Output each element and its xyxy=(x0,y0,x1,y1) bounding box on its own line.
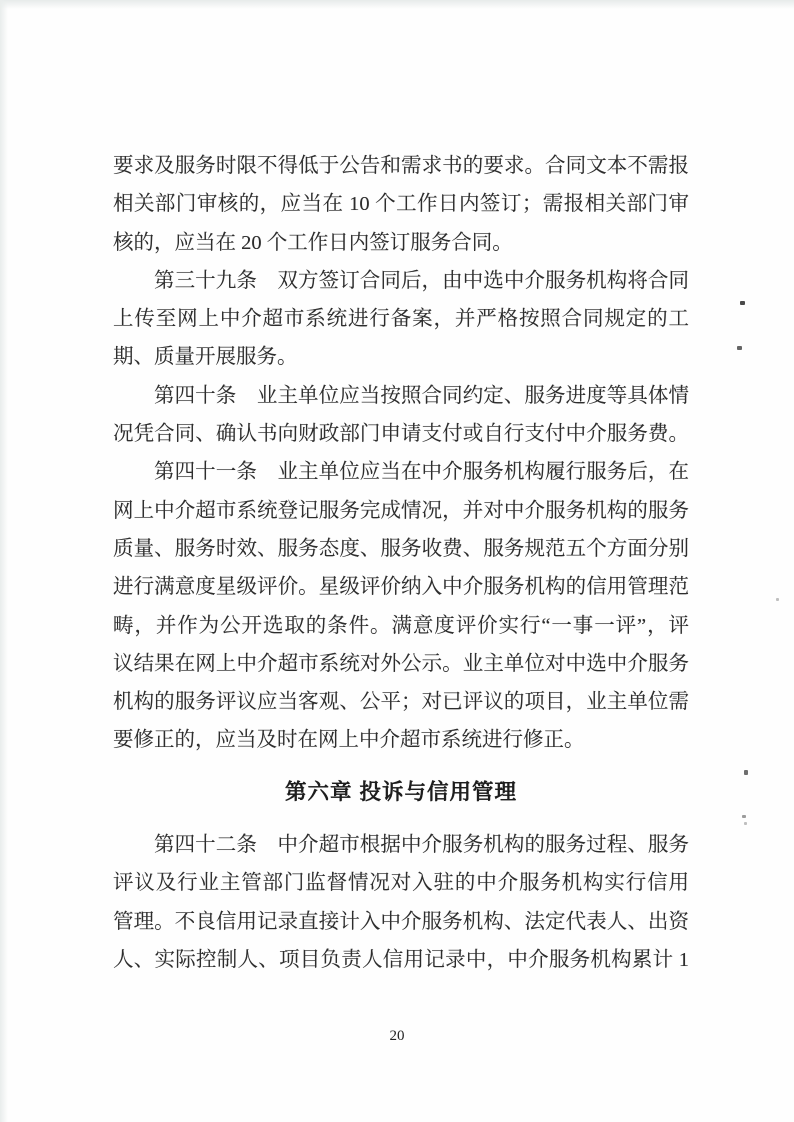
text-line: 进行满意度星级评价。星级评价纳入中介服务机构的信用管理范 xyxy=(113,576,689,599)
text-line: 第四十条 业主单位应当按照合同约定、服务进度等具体情 xyxy=(154,384,689,407)
scanned-page-left-edge xyxy=(0,0,8,1122)
text-line: 议结果在网上中介超市系统对外公示。业主单位对中选中介服务 xyxy=(113,652,689,675)
text-line: 期、质量开展服务。 xyxy=(113,346,298,369)
text-line: 人、实际控制人、项目负责人信用记录中，中介服务机构累计 1 xyxy=(113,948,689,971)
scan-speckle xyxy=(737,346,742,350)
text-line: 上传至网上中介超市系统进行备案，并严格按照合同规定的工 xyxy=(113,308,689,331)
text-line: 第四十二条 中介超市根据中介服务机构的服务过程、服务 xyxy=(154,834,689,857)
page-number: 20 xyxy=(389,1028,405,1044)
text-line: 核的，应当在 20 个工作日内签订服务合同。 xyxy=(113,231,513,254)
scan-speckle xyxy=(744,770,748,775)
text-line: 相关部门审核的，应当在 10 个工作日内签订；需报相关部门审 xyxy=(113,193,689,216)
text-line: 要求及服务时限不得低于公告和需求书的要求。合同文本不需报 xyxy=(113,155,689,177)
scan-speckle xyxy=(740,301,745,305)
text-line: 况凭合同、确认书向财政部门申请支付或自行支付中介服务费。 xyxy=(113,423,689,446)
scanned-page-top-edge xyxy=(0,0,794,9)
text-line: 第四十一条 业主单位应当在中介服务机构履行服务后，在 xyxy=(154,461,689,484)
text-line: 畴，并作为公开选取的条件。满意度评价实行“一事一评”，评 xyxy=(113,614,689,637)
text-line: 网上中介超市系统登记服务完成情况，并对中介服务机构的服务 xyxy=(113,499,689,522)
scan-speckle xyxy=(742,815,746,818)
text-line: 第三十九条 双方签订合同后，由中选中介服务机构将合同 xyxy=(154,269,689,292)
text-line: 管理。不良信用记录直接计入中介服务机构、法定代表人、出资 xyxy=(113,910,689,933)
text-line: 要修正的，应当及时在网上中介超市系统进行修正。 xyxy=(113,729,585,752)
chapter-heading: 第六章 投诉与信用管理 xyxy=(285,779,517,804)
text-line: 评议及行业主管部门监督情况对入驻的中介服务机构实行信用 xyxy=(113,872,689,895)
text-flow xyxy=(113,147,689,979)
scan-speckle xyxy=(744,822,747,825)
text-line: 质量、服务时效、服务态度、服务收费、服务规范五个方面分别 xyxy=(113,537,689,560)
scan-speckle xyxy=(776,598,779,601)
text-line: 机构的服务评议应当客观、公平；对已评议的项目，业主单位需 xyxy=(113,691,689,714)
